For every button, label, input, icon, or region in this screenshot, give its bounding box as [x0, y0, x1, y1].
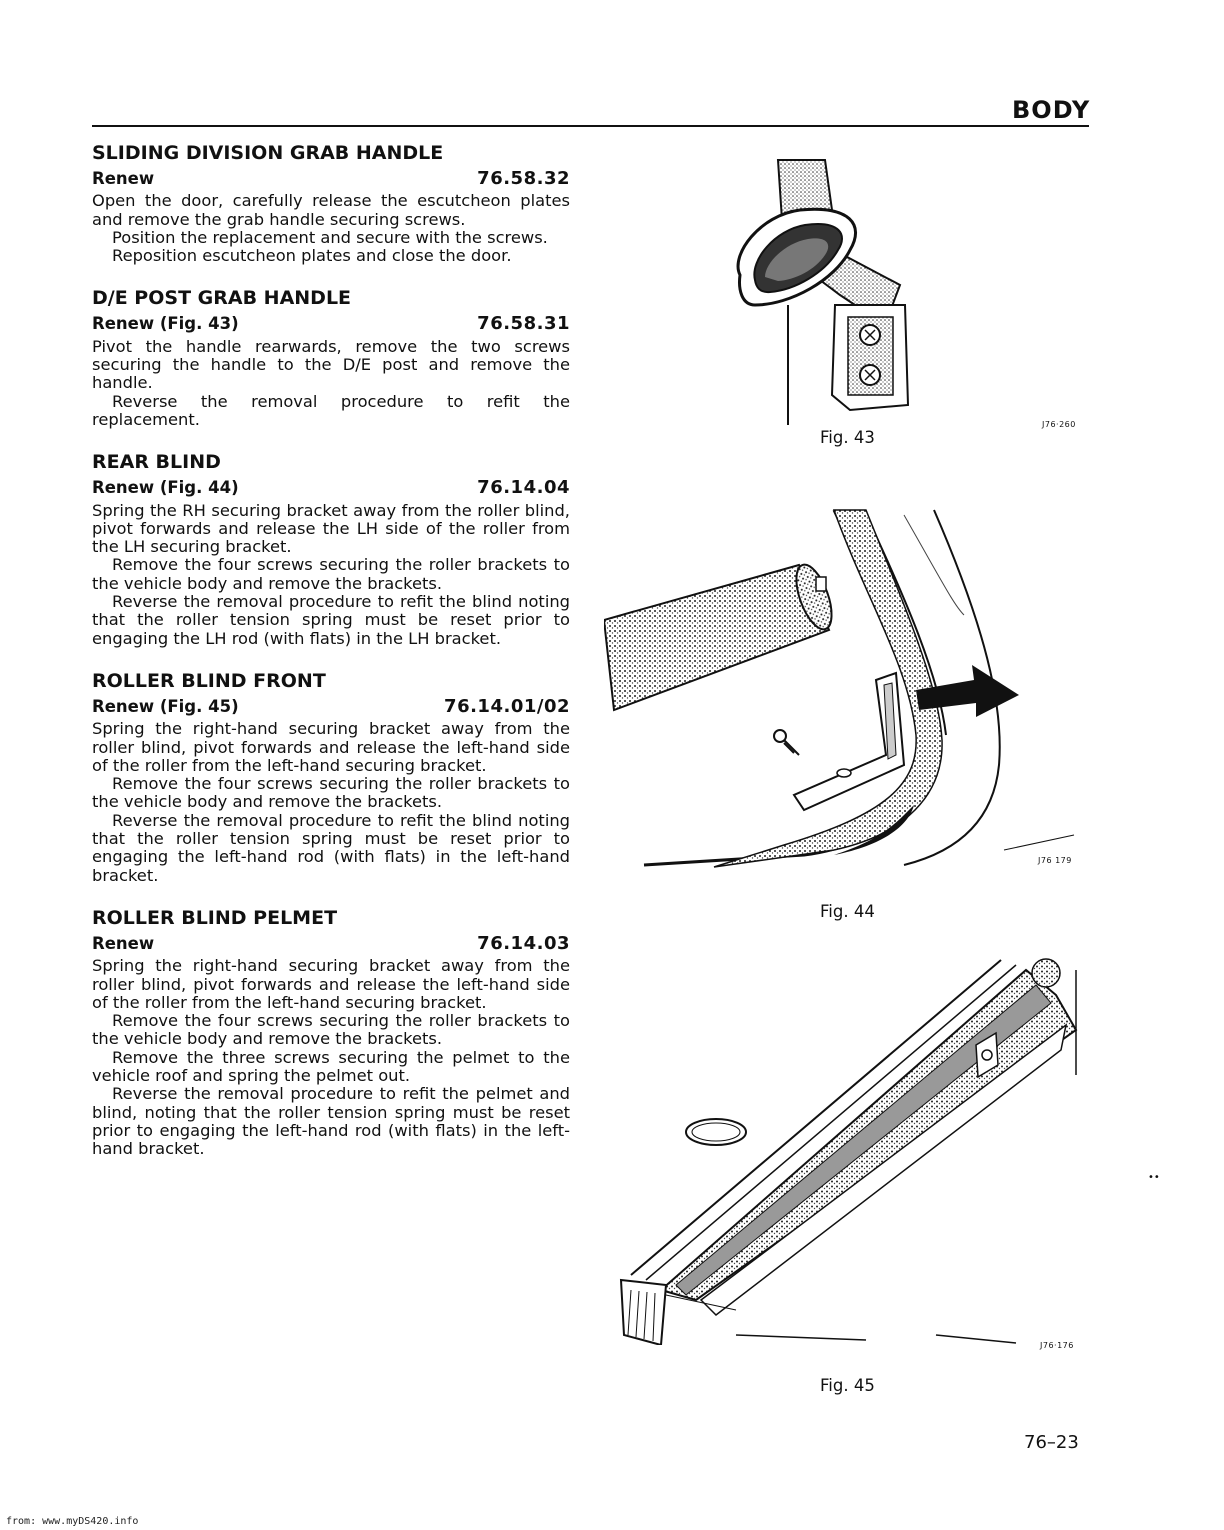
operation-label: Renew	[92, 933, 155, 953]
figure-44-reference: J76 179	[1038, 856, 1072, 865]
operation-label: Renew (Fig. 45)	[92, 696, 239, 716]
procedure-step: Remove the four screws securing the roller brackets to the vehicle body and remove the brackets.	[92, 1011, 570, 1049]
procedure-step: Reposition escutcheon plates and close the door.	[112, 246, 512, 266]
procedure-sliding-division-grab-handle	[92, 142, 570, 265]
operation-code: 76.14.04	[477, 477, 570, 499]
procedure-subheading	[92, 170, 570, 188]
section-title: BODY	[1012, 96, 1091, 124]
procedure-de-post-grab-handle	[92, 287, 570, 429]
figure-43-reference: J76·260	[1042, 420, 1076, 429]
procedure-subheading	[92, 695, 570, 717]
operation-code: 76.14.03	[477, 932, 570, 954]
procedure-step: Reverse the removal procedure to refit the blind noting that the roller tension spring must be reset prior to engaging the LH rod (with flats) in the LH bracket.	[92, 592, 570, 648]
procedure-step: Remove the four screws securing the roller brackets to the vehicle body and remove the brackets.	[92, 774, 570, 812]
procedure-rear-blind	[92, 451, 570, 648]
figure-45-reference: J76·176	[1040, 1341, 1074, 1350]
procedure-subheading	[92, 932, 570, 954]
figure-43-caption: Fig. 43	[820, 428, 875, 447]
procedure-roller-blind-front	[92, 670, 570, 885]
procedure-step: Remove the four screws securing the roller brackets to the vehicle body and remove the brackets.	[92, 555, 570, 593]
procedure-step: Open the door, carefully release the escutcheon plates and remove the grab handle securing screws.	[92, 191, 570, 229]
procedure-step: Spring the RH securing bracket away from the roller blind, pivot forwards and release the LH side of the roller from the LH securing bracket.	[92, 500, 570, 557]
figure-45-illustration	[606, 955, 1080, 1345]
procedure-title: ROLLER BLIND FRONT	[92, 669, 326, 692]
operation-label: Renew (Fig. 43)	[92, 314, 239, 334]
operation-label: Renew	[92, 169, 155, 188]
procedure-roller-blind-pelmet	[92, 907, 570, 1159]
procedure-step: Remove the three screws securing the pelmet to the vehicle roof and spring the pelmet out.	[92, 1047, 570, 1085]
procedures-column	[92, 142, 570, 1180]
operation-code: 76.58.32	[477, 168, 570, 189]
procedure-title: D/E POST GRAB HANDLE	[92, 287, 352, 310]
operation-label: Renew (Fig. 44)	[92, 478, 239, 498]
procedure-subheading	[92, 479, 570, 497]
page-number: 76–23	[1024, 1432, 1079, 1453]
procedure-title: SLIDING DIVISION GRAB HANDLE	[92, 142, 444, 164]
procedure-step: Reverse the removal procedure to refit the replacement.	[92, 391, 570, 429]
procedure-title: ROLLER BLIND PELMET	[92, 906, 338, 929]
procedure-step: Position the replacement and secure with the screws.	[112, 227, 548, 247]
procedure-step: Reverse the removal procedure to refit the blind noting that the roller tension spring must be reset prior to engaging the left-hand rod (with flats) in the left-hand bracket.	[92, 810, 570, 885]
operation-code: 76.58.31	[477, 313, 570, 335]
figure-45-caption: Fig. 45	[820, 1376, 875, 1395]
header-rule	[92, 125, 1089, 127]
figure-44-illustration	[604, 505, 1079, 875]
figure-43-illustration	[720, 155, 920, 430]
procedure-step: Spring the right-hand securing bracket away from the roller blind, pivot forwards and release the left-hand side of the roller from the left-hand securing bracket.	[92, 719, 570, 775]
figure-44-caption: Fig. 44	[820, 902, 875, 921]
scan-speck: ••	[1148, 1172, 1160, 1183]
source-url-footer: from: www.myDS420.info	[6, 1516, 139, 1527]
procedure-step: Spring the right-hand securing bracket away from the roller blind, pivot forwards and release the left-hand side of the roller from the left-hand securing bracket.	[92, 956, 570, 1012]
procedure-step: Reverse the removal procedure to refit the pelmet and blind, noting that the roller tension spring must be reset prior to engaging the left-hand rod (with flats) in the left-hand bracket.	[92, 1084, 570, 1159]
procedure-title: REAR BLIND	[92, 451, 221, 474]
procedure-subheading	[92, 315, 570, 333]
operation-code: 76.14.01/02	[444, 695, 570, 717]
procedure-step: Pivot the handle rearwards, remove the two screws securing the handle to the D/E post and remove the handle.	[92, 336, 570, 393]
